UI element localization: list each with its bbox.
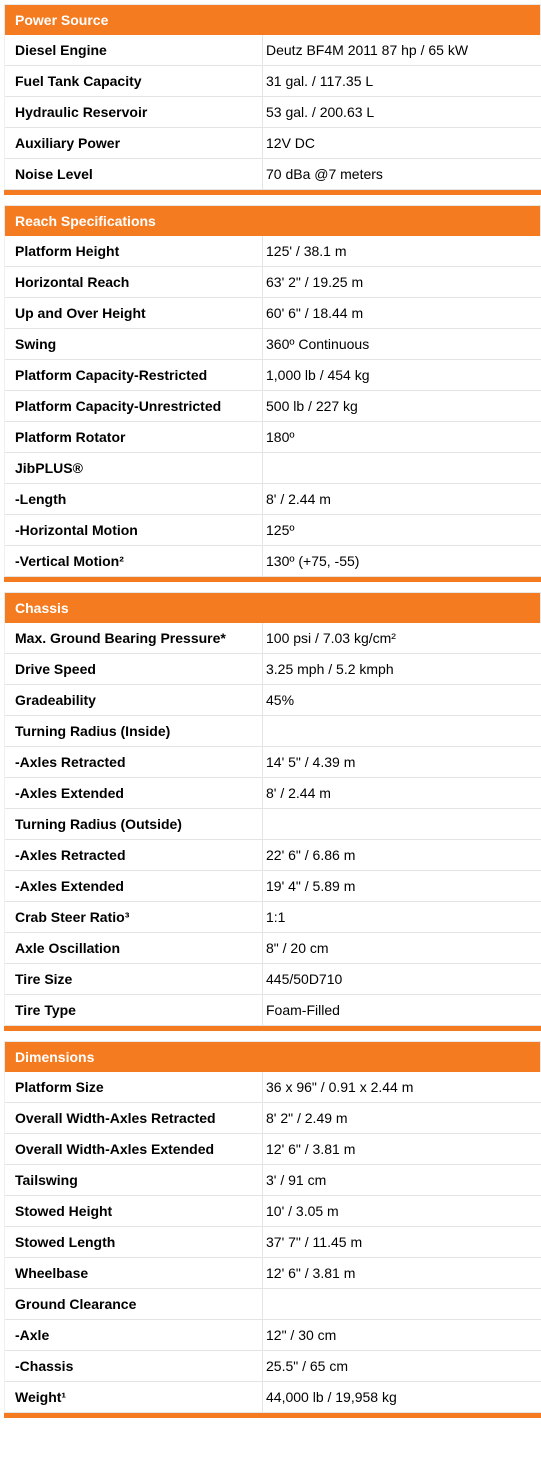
spec-label: Platform Capacity-Unrestricted [5,391,263,421]
spec-row [5,902,541,933]
spec-section [4,205,541,582]
spec-value [263,716,541,746]
spec-value: 100 psi / 7.03 kg/cm² [266,630,396,646]
spec-value: 12' 6" / 3.81 m [266,1141,356,1157]
spec-label: Tailswing [5,1165,263,1195]
spec-row [5,97,541,128]
spec-label: Stowed Length [5,1227,263,1257]
spec-label: Weight¹ [5,1382,263,1412]
spec-value: 3' / 91 cm [266,1172,327,1188]
spec-label: Platform Size [5,1072,263,1102]
spec-row [5,484,541,515]
spec-row [5,1196,541,1227]
spec-row [5,1382,541,1413]
spec-label: Platform Height [5,236,263,266]
spec-value: 12' 6" / 3.81 m [266,1265,356,1281]
spec-value: 63' 2" / 19.25 m [266,274,364,290]
spec-row [5,453,541,484]
spec-value: 125º [266,522,295,538]
spec-value [263,1289,541,1319]
spec-value: 45% [266,692,295,708]
spec-value: 22' 6" / 6.86 m [266,847,356,863]
spec-row [5,329,541,360]
spec-value: 19' 4" / 5.89 m [266,878,356,894]
spec-label: Gradeability [5,685,263,715]
spec-label: Up and Over Height [5,298,263,328]
spec-value: 12" / 30 cm [266,1327,337,1343]
spec-row [5,840,541,871]
spec-row [5,933,541,964]
spec-value: 130º (+75, -55) [266,553,360,569]
spec-label: -Axles Retracted [5,840,263,870]
spec-sheet [0,4,541,1418]
spec-row [5,1103,541,1134]
spec-label: -Horizontal Motion [5,515,263,545]
spec-value: 14' 5" / 4.39 m [266,754,356,770]
spec-value: 1:1 [266,909,286,925]
spec-row [5,35,541,66]
spec-label: Auxiliary Power [5,128,263,158]
spec-label: Max. Ground Bearing Pressure* [5,623,263,653]
spec-value: Foam-Filled [266,1002,340,1018]
spec-row [5,623,541,654]
spec-row [5,778,541,809]
spec-label: Diesel Engine [5,35,263,65]
spec-label: -Chassis [5,1351,263,1381]
spec-value [263,453,541,483]
spec-label: -Axles Extended [5,871,263,901]
spec-label: -Vertical Motion² [5,546,263,576]
spec-label: Drive Speed [5,654,263,684]
section-title: Chassis [4,592,541,623]
spec-value: 10' / 3.05 m [266,1203,339,1219]
spec-row [5,1227,541,1258]
spec-value: 31 gal. / 117.35 L [266,73,374,89]
spec-row [5,1320,541,1351]
spec-row [5,1165,541,1196]
spec-row [5,654,541,685]
section-title: Dimensions [4,1041,541,1072]
spec-rows [4,236,541,577]
spec-label: Horizontal Reach [5,267,263,297]
spec-rows [4,623,541,1026]
spec-value: 500 lb / 227 kg [266,398,358,414]
spec-label: Overall Width-Axles Extended [5,1134,263,1164]
spec-row [5,267,541,298]
section-footer-bar [4,1413,541,1418]
spec-row [5,964,541,995]
spec-label: JibPLUS® [5,453,263,483]
spec-label: Wheelbase [5,1258,263,1288]
spec-label: Platform Capacity-Restricted [5,360,263,390]
spec-value [263,809,541,839]
spec-row [5,298,541,329]
spec-label: Platform Rotator [5,422,263,452]
spec-value: 180º [266,429,295,445]
section-footer-bar [4,190,541,195]
spec-label: Axle Oscillation [5,933,263,963]
spec-row [5,546,541,577]
spec-section [4,4,541,195]
spec-row [5,995,541,1026]
spec-label: -Axles Retracted [5,747,263,777]
spec-value: 37' 7" / 11.45 m [266,1234,363,1250]
spec-row [5,422,541,453]
spec-label: Tire Size [5,964,263,994]
spec-row [5,236,541,267]
spec-value: 70 dBa @7 meters [266,166,383,182]
spec-row [5,1258,541,1289]
spec-label: Crab Steer Ratio³ [5,902,263,932]
spec-value: Deutz BF4M 2011 87 hp / 65 kW [266,42,469,58]
spec-value: 44,000 lb / 19,958 kg [266,1389,397,1405]
section-title: Reach Specifications [4,205,541,236]
spec-row [5,685,541,716]
spec-label: Turning Radius (Inside) [5,716,263,746]
spec-section [4,592,541,1031]
spec-row [5,871,541,902]
section-title: Power Source [4,4,541,35]
spec-label: -Axles Extended [5,778,263,808]
spec-row [5,515,541,546]
spec-label: Swing [5,329,263,359]
spec-row [5,159,541,190]
spec-label: Hydraulic Reservoir [5,97,263,127]
spec-value: 1,000 lb / 454 kg [266,367,370,383]
spec-value: 125' / 38.1 m [266,243,347,259]
spec-value: 3.25 mph / 5.2 kmph [266,661,394,677]
spec-value: 60' 6" / 18.44 m [266,305,364,321]
spec-row [5,128,541,159]
spec-value: 445/50D710 [266,971,343,987]
spec-value: 53 gal. / 200.63 L [266,104,375,120]
spec-rows [4,35,541,190]
spec-row [5,809,541,840]
spec-value: 8" / 20 cm [266,940,329,956]
spec-label: Noise Level [5,159,263,189]
spec-value: 25.5" / 65 cm [266,1358,349,1374]
spec-rows [4,1072,541,1413]
spec-row [5,1289,541,1320]
spec-label: Ground Clearance [5,1289,263,1319]
spec-label: -Axle [5,1320,263,1350]
spec-label: Stowed Height [5,1196,263,1226]
spec-row [5,747,541,778]
spec-section [4,1041,541,1418]
section-footer-bar [4,577,541,582]
section-footer-bar [4,1026,541,1031]
spec-value: 360º Continuous [266,336,370,352]
spec-row [5,1134,541,1165]
spec-row [5,360,541,391]
spec-value: 8' / 2.44 m [266,785,331,801]
spec-value: 8' / 2.44 m [266,491,331,507]
spec-row [5,716,541,747]
spec-row [5,1072,541,1103]
spec-row [5,1351,541,1382]
spec-label: Tire Type [5,995,263,1025]
spec-label: Fuel Tank Capacity [5,66,263,96]
spec-label: Turning Radius (Outside) [5,809,263,839]
spec-value: 8' 2" / 2.49 m [266,1110,348,1126]
spec-value: 12V DC [266,135,316,151]
spec-row [5,391,541,422]
spec-label: -Length [5,484,263,514]
spec-value: 36 x 96" / 0.91 x 2.44 m [266,1079,414,1095]
spec-row [5,66,541,97]
spec-label: Overall Width-Axles Retracted [5,1103,263,1133]
